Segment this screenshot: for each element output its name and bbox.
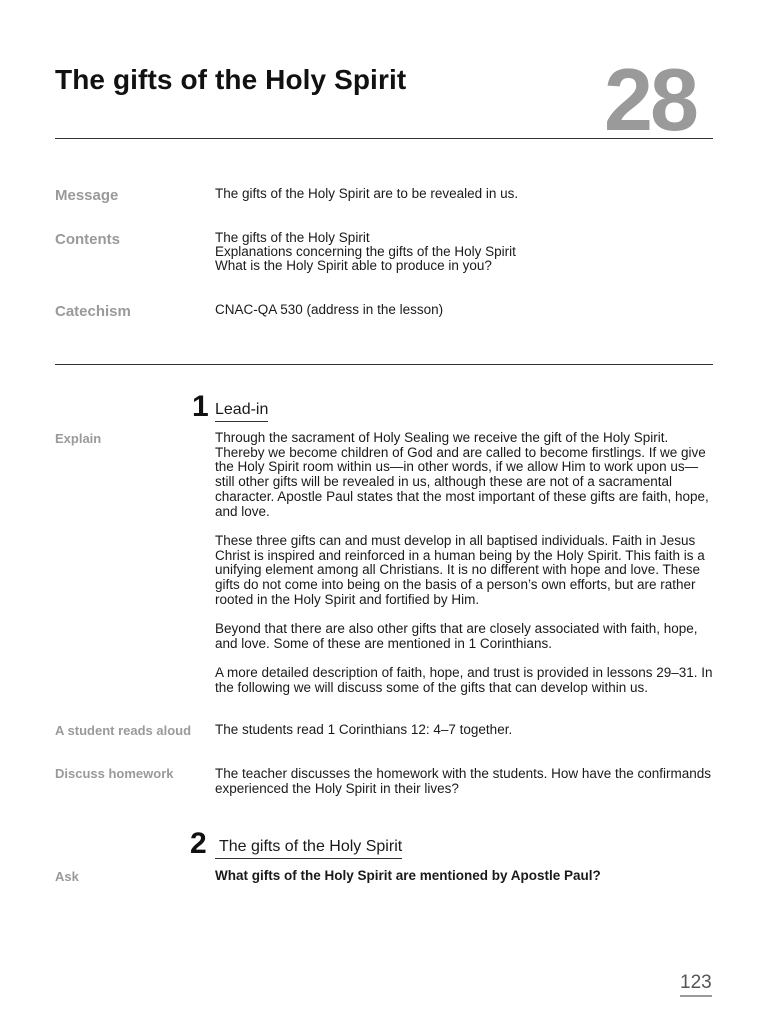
section-1-number: 1	[192, 390, 209, 423]
contents-line: What is the Holy Spirit able to produce in you?	[215, 258, 492, 273]
contents-line: Explanations concerning the gifts of the Holy Spirit	[215, 244, 516, 259]
explain-paragraph: A more detailed description of faith, hope, and trust is provided in lessons 29–31. In the following we will discuss some of the gifts that can develop within us.	[215, 665, 713, 695]
discuss-homework-label: Discuss homework	[55, 766, 174, 781]
contents-line: The gifts of the Holy Spirit	[215, 230, 370, 245]
explain-paragraph: Through the sacrament of Holy Sealing we receive the gift of the Holy Spirit. Thereby we become children of God and are called to become firstlings. If we give the Holy Spirit room within us—in other words, if we allow Him to work upon us—still other gifts will be revealed in us, although these are not of a sacramental character. Apostle Paul states that the most important of these gifts are faith, hope, and love.	[215, 430, 709, 519]
header-divider	[55, 138, 713, 139]
discuss-homework-text: The teacher discusses the homework with the students. How have the confirmands experienced the Holy Spirit in their lives?	[215, 766, 711, 796]
student-reads-text: The students read 1 Corinthians 12: 4–7 together.	[215, 722, 513, 737]
contents-label: Contents	[55, 231, 120, 248]
section-2-title: The gifts of the Holy Spirit	[215, 838, 402, 859]
section-1-title: Lead-in	[215, 401, 268, 422]
ask-question: What gifts of the Holy Spirit are mentioned by Apostle Paul?	[215, 868, 601, 883]
explain-paragraph: Beyond that there are also other gifts that are closely associated with faith, hope, and love. Some of these are mentioned in 1 Corinthians.	[215, 621, 698, 651]
lesson-number: 28	[604, 50, 696, 149]
catechism-text: CNAC-QA 530 (address in the lesson)	[215, 302, 444, 317]
message-label: Message	[55, 187, 119, 204]
catechism-label: Catechism	[55, 303, 131, 320]
section-2-number: 2	[190, 827, 207, 860]
student-reads-label: A student reads aloud	[55, 723, 192, 738]
explain-label: Explain	[55, 431, 102, 446]
page-title: The gifts of the Holy Spirit	[55, 64, 407, 95]
ask-label: Ask	[55, 869, 79, 884]
page-number: 123	[680, 972, 712, 997]
explain-paragraph: These three gifts can and must develop in all baptised individuals. Faith in Jesus Christ is inspired and reinforced in a human being by the Holy Spirit. This faith is a unifying element among all Christians. It is no different with hope and love. These gifts do not come into being on the basis of a person’s own efforts, but are rather rooted in the Holy Spirit and fortified by Him.	[215, 533, 705, 607]
message-text: The gifts of the Holy Spirit are to be revealed in us.	[215, 186, 519, 201]
section-divider	[55, 364, 713, 365]
